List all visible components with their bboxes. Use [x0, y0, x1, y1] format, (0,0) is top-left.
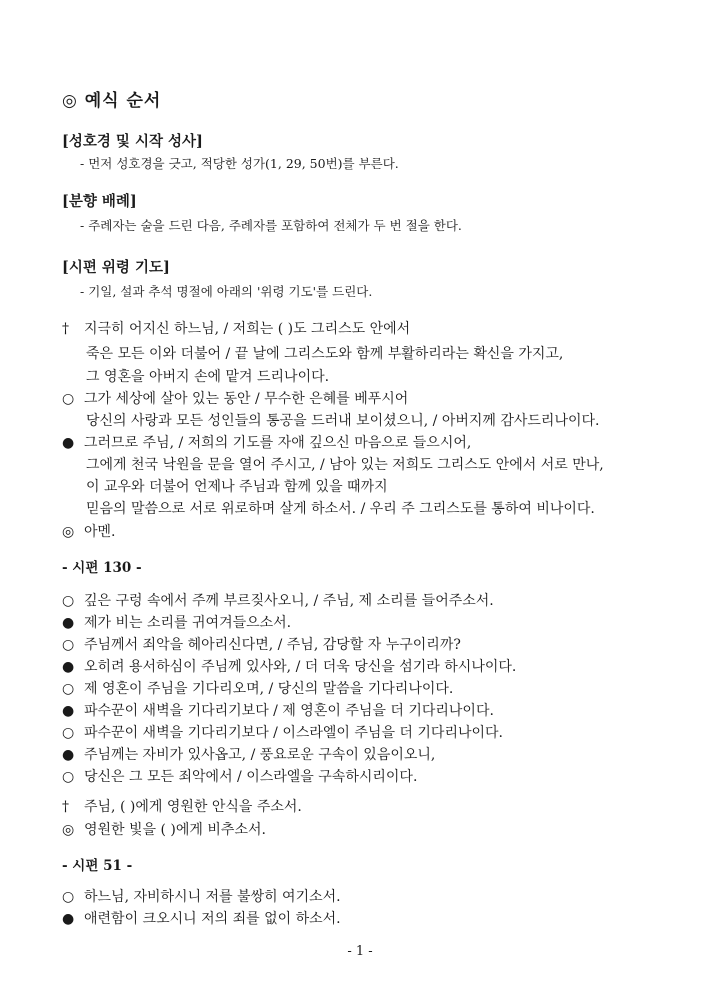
prayer-line	[62, 388, 408, 408]
mark-symbol: ●	[62, 659, 75, 675]
mark-symbol: ○	[62, 593, 75, 609]
closing-text: 영원한 빛을 ( )에게 비추소서.	[84, 822, 266, 838]
closing-line	[62, 796, 302, 816]
closing-line	[62, 819, 266, 839]
section-note-incense: - 주례자는 술을 드린 다음, 주례자를 포함하여 전체가 두 번 절을 한다.	[80, 218, 462, 233]
prayer-text: 이 교우와 더불어 언제나 주님과 함께 있을 때까지	[86, 479, 388, 495]
psalm-text: 오히려 용서하심이 주님께 있사와, / 더 더욱 당신을 섬기라 하시나이다.	[84, 659, 517, 675]
psalm-line	[62, 612, 291, 632]
prayer-line	[86, 366, 329, 386]
mark-symbol: ○	[62, 637, 75, 653]
psalm-line	[62, 634, 461, 654]
mark-symbol: †	[62, 321, 69, 337]
prayer-line	[86, 343, 563, 363]
section-heading-incense: [분향 배례]	[62, 193, 137, 210]
prayer-line	[62, 521, 116, 541]
section-note-psalm-prayer: - 기일, 설과 추석 명절에 아래의 '위령 기도'를 드린다.	[80, 284, 373, 299]
prayer-text: 아멘.	[84, 524, 116, 540]
mark-symbol: †	[62, 799, 69, 815]
psalm-line	[62, 908, 341, 928]
mark-symbol: ○	[62, 769, 75, 785]
prayer-line	[86, 454, 604, 474]
psalm-text: 파수꾼이 새벽을 기다리기보다 / 제 영혼이 주님을 더 기다리나이다.	[84, 703, 494, 719]
prayer-line	[86, 498, 595, 518]
prayer-line	[86, 410, 599, 430]
mark-symbol: ◎	[62, 524, 75, 540]
prayer-text: 그에게 천국 낙원을 문을 열어 주시고, / 남아 있는 저희도 그리스도 안에서 서로 만나,	[86, 457, 604, 473]
section-heading-psalm-prayer: [시편 위령 기도]	[62, 259, 170, 276]
psalm-line	[62, 678, 453, 698]
mark-symbol: ○	[62, 391, 75, 407]
psalm-line	[62, 744, 435, 764]
psalm-line	[62, 886, 341, 906]
psalm-line	[62, 722, 503, 742]
mark-symbol: ●	[62, 703, 75, 719]
psalm-text: 애련함이 크오시니 저의 죄를 없이 하소서.	[84, 911, 341, 927]
prayer-text: 지극히 어지신 하느님, / 저희는 ( )도 그리스도 안에서	[84, 321, 411, 337]
closing-text: 주님, ( )에게 영원한 안식을 주소서.	[84, 799, 302, 815]
prayer-text: 믿음의 말씀으로 서로 위로하며 살게 하소서. / 우리 주 그리스도를 통하여 비나이다.	[86, 501, 595, 517]
prayer-text: 그 영혼을 아버지 손에 맡겨 드리나이다.	[86, 369, 330, 385]
psalm-text: 하느님, 자비하시니 저를 불쌍히 여기소서.	[84, 889, 341, 905]
mark-symbol: ○	[62, 681, 75, 697]
psalm-text: 깊은 구렁 속에서 주께 부르짖사오니, / 주님, 제 소리를 들어주소서.	[84, 593, 494, 609]
mark-symbol: ◎	[62, 822, 75, 838]
mark-symbol: ●	[62, 747, 75, 763]
mark-symbol: ●	[62, 911, 75, 927]
psalm-text: 주님께는 자비가 있사옵고, / 풍요로운 구속이 있음이오니,	[84, 747, 436, 763]
psalm-line	[62, 700, 494, 720]
psalm-line	[62, 656, 516, 676]
mark-symbol: ○	[62, 889, 75, 905]
prayer-line	[62, 318, 410, 338]
psalm-line	[62, 766, 417, 786]
section-note-sign-of-cross: - 먼저 성호경을 긋고, 적당한 성가(1, 29, 50번)를 부른다.	[80, 156, 399, 171]
prayer-text: 죽은 모든 이와 더불어 / 끝 날에 그리스도와 함께 부활하리라는 확신을 가지고,	[86, 346, 564, 362]
prayer-line	[86, 476, 388, 496]
psalm-text: 제가 비는 소리를 귀여겨들으소서.	[84, 615, 292, 631]
prayer-text: 당신의 사랑과 모든 성인들의 통공을 드러내 보이셨으니, / 아버지께 감사드리나이다.	[86, 413, 600, 429]
mark-symbol: ●	[62, 615, 75, 631]
psalm-text: 파수꾼이 새벽을 기다리기보다 / 이스라엘이 주님을 더 기다리나이다.	[84, 725, 503, 741]
prayer-text: 그가 세상에 살아 있는 동안 / 무수한 은혜를 베푸시어	[84, 391, 409, 407]
page-number: - 1 -	[347, 944, 373, 959]
psalm-130-heading: - 시편 130 -	[62, 560, 142, 576]
prayer-text: 그러므로 주님, / 저희의 기도를 자애 깊으신 마음으로 들으시어,	[84, 435, 472, 451]
psalm-text: 주님께서 죄악을 헤아리신다면, / 주님, 감당할 자 누구이리까?	[84, 637, 461, 653]
psalm-text: 제 영혼이 주님을 기다리오며, / 당신의 말씀을 기다리나이다.	[84, 681, 454, 697]
psalm-text: 당신은 그 모든 죄악에서 / 이스라엘을 구속하시리이다.	[84, 769, 418, 785]
psalm-line	[62, 590, 494, 610]
mark-symbol: ●	[62, 435, 75, 451]
section-heading-sign-of-cross: [성호경 및 시작 성사]	[62, 133, 203, 150]
page-title: ◎ 예식 순서	[62, 91, 162, 111]
prayer-line	[62, 432, 471, 452]
mark-symbol: ○	[62, 725, 75, 741]
psalm-51-heading: - 시편 51 -	[62, 858, 133, 874]
